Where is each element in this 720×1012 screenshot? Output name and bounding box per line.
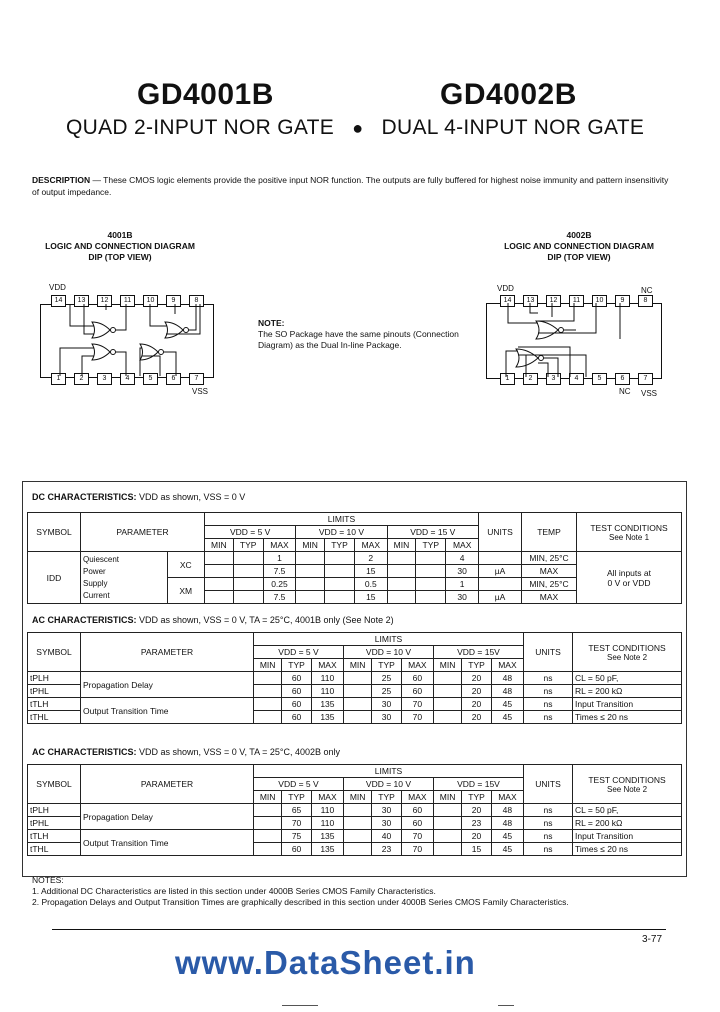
ac1-cell: 25 [372, 672, 402, 685]
part-number-4001b: GD4001B [137, 78, 274, 111]
ac2-test-condition: Times ≤ 20 ns [573, 843, 682, 856]
ac1-vdd15: VDD = 15V [433, 646, 523, 659]
note-label: NOTE: [258, 318, 285, 328]
ac1-cell: 60 [282, 698, 312, 711]
ac2-col-units: UNITS [524, 765, 573, 804]
dc-symbol: IDD [28, 552, 81, 604]
ac1-cell: 60 [282, 672, 312, 685]
ac1-units: ns [524, 698, 573, 711]
pin-diagram_4001-0: 14 [51, 295, 66, 307]
nc-label-top-4002b: NC [641, 286, 653, 295]
ac1-min: MIN [433, 659, 461, 672]
description-label: DESCRIPTION [32, 175, 91, 185]
notes [32, 875, 569, 908]
ac1-cell [433, 711, 461, 724]
ac2-heading-label: AC CHARACTERISTICS: [32, 747, 137, 757]
ac1-cell: 30 [372, 711, 402, 724]
dc-vdd10: VDD = 10 V [296, 526, 387, 539]
dc-xc: XC [167, 552, 204, 578]
dc-cell: MIN, 25°C [522, 552, 577, 565]
ac-characteristics-4001b-table [27, 632, 682, 724]
ac1-parameter: Output Transition Time [81, 698, 254, 724]
ac1-units: ns [524, 685, 573, 698]
dc-cell [296, 552, 325, 565]
ac1-col-symbol: SYMBOL [28, 633, 81, 672]
ac2-cell [343, 843, 371, 856]
ac2-heading [32, 747, 340, 757]
ac2-cell: 110 [311, 817, 343, 830]
ac2-test-condition: RL = 200 kΩ [573, 817, 682, 830]
note-1: 1. Additional DC Characteristics are listed in this section under 4000B Series CMOS Family Characteristics. [32, 886, 436, 896]
ac1-cell: 60 [282, 685, 312, 698]
dc-col-limits: LIMITS [204, 513, 478, 526]
ac1-cell [254, 685, 282, 698]
pin-diagram_4001-5: 6 [166, 373, 181, 385]
dc-param-line: Quiescent [83, 554, 120, 564]
table-row [28, 830, 682, 843]
ac2-cell: 23 [372, 843, 402, 856]
ac1-test-title: TEST CONDITIONS [588, 642, 666, 653]
ac2-col-symbol: SYMBOL [28, 765, 81, 804]
ac1-symbol: tPLH [28, 672, 81, 685]
dc-col-parameter: PARAMETER [81, 513, 205, 552]
dc-test-line: 0 V or VDD [607, 577, 651, 588]
vss-label-4002b: VSS [641, 389, 658, 398]
ac1-cell [343, 711, 371, 724]
ac1-min: MIN [254, 659, 282, 672]
subtitle [66, 116, 644, 140]
ac2-heading-conditions: VDD as shown, VSS = 0 V, TA = 25°C, 4002B only [136, 747, 341, 757]
pin-diagram_4002-0: 1 [500, 373, 515, 385]
dc-vdd5: VDD = 5 V [204, 526, 295, 539]
diagram-4002b-title [474, 230, 684, 263]
dc-cell: MAX [522, 565, 577, 578]
ac1-heading [32, 615, 394, 625]
dc-cell [324, 578, 354, 591]
ac1-cell: 45 [491, 711, 523, 724]
nc-label-bottom-4002b: NC [619, 387, 631, 396]
ac2-min: MIN [433, 791, 461, 804]
dc-characteristics-table [27, 512, 682, 604]
ac1-cell [343, 672, 371, 685]
ac1-test-condition: CL = 50 pF, [573, 672, 682, 685]
pin-diagram_4001-4: 5 [143, 373, 158, 385]
ac1-cell [254, 672, 282, 685]
ac2-units: ns [524, 830, 573, 843]
note-text: The SO Package have the same pinouts (Connection Diagram) as the Dual In-line Package. [258, 329, 459, 350]
ac-characteristics-4002b-table [27, 764, 682, 856]
ac2-cell: 70 [401, 830, 433, 843]
dc-param-line: Supply [83, 578, 108, 588]
ac1-cell: 48 [491, 672, 523, 685]
ac1-cell: 45 [491, 698, 523, 711]
dc-cell: 1 [263, 552, 296, 565]
ac2-test-condition: CL = 50 pF, [573, 804, 682, 817]
ac2-col-test [573, 765, 682, 804]
note-2: 2. Propagation Delays and Output Transition Times are graphically described in this section under 4000B Series CMOS Family Characteristics. [32, 897, 569, 907]
dc-cell [479, 552, 522, 565]
scan-mark [498, 1005, 514, 1006]
dc-test-line: All inputs at [607, 567, 651, 578]
dc-cell: 0.25 [263, 578, 296, 591]
dc-typ-15: TYP [416, 539, 446, 552]
ac2-cell: 60 [282, 843, 312, 856]
pin-diagram_4002-2: 12 [546, 295, 561, 307]
pin-diagram_4001-4: 10 [143, 295, 158, 307]
dc-cell: MAX [522, 591, 577, 604]
pin-diagram_4001-5: 9 [166, 295, 181, 307]
dc-cell [387, 591, 416, 604]
diagram-4001b-title [20, 230, 220, 263]
dc-heading-label: DC CHARACTERISTICS: [32, 492, 137, 502]
ac2-cell: 60 [401, 817, 433, 830]
ac1-cell [254, 711, 282, 724]
pin-diagram_4002-1: 2 [523, 373, 538, 385]
subtitle-4002b: DUAL 4-INPUT NOR GATE [381, 116, 645, 139]
ac1-parameter: Propagation Delay [81, 672, 254, 698]
dc-cell: 7.5 [263, 565, 296, 578]
dc-vdd15: VDD = 15 V [387, 526, 478, 539]
ac2-col-parameter: PARAMETER [81, 765, 254, 804]
scan-mark [282, 1005, 318, 1006]
ac2-cell [343, 804, 371, 817]
ac2-typ: TYP [282, 791, 312, 804]
ac2-typ: TYP [372, 791, 402, 804]
pin-diagram_4002-4: 5 [592, 373, 607, 385]
dc-cell [324, 565, 354, 578]
ac2-cell [433, 804, 461, 817]
ac1-vdd10: VDD = 10 V [343, 646, 433, 659]
ac2-parameter: Propagation Delay [81, 804, 254, 830]
ac2-cell: 30 [372, 804, 402, 817]
ac1-cell: 30 [372, 698, 402, 711]
ac2-test-title: TEST CONDITIONS [588, 774, 666, 785]
ac2-cell: 65 [282, 804, 312, 817]
pin-diagram_4001-3: 11 [120, 295, 135, 307]
diagram-4002b-line1: LOGIC AND CONNECTION DIAGRAM [504, 241, 654, 251]
ac1-cell [433, 698, 461, 711]
ac2-parameter: Output Transition Time [81, 830, 254, 856]
dc-min-10: MIN [296, 539, 325, 552]
dc-cell: MIN, 25°C [522, 578, 577, 591]
ac2-cell: 48 [491, 804, 523, 817]
ac2-typ: TYP [462, 791, 492, 804]
nor-gate-logic-4002b [486, 303, 660, 377]
ac2-cell: 110 [311, 804, 343, 817]
ac1-max: MAX [491, 659, 523, 672]
dc-xm: XM [167, 578, 204, 604]
ac2-cell: 23 [462, 817, 492, 830]
ac2-cell: 30 [372, 817, 402, 830]
ac1-typ: TYP [462, 659, 492, 672]
pin-diagram_4001-3: 4 [120, 373, 135, 385]
dc-cell: 2 [354, 552, 387, 565]
pin-diagram_4001-0: 1 [51, 373, 66, 385]
ac2-cell: 48 [491, 817, 523, 830]
ac2-cell [343, 817, 371, 830]
ac2-cell [433, 817, 461, 830]
ac2-units: ns [524, 804, 573, 817]
ac1-cell [254, 698, 282, 711]
dc-cell: 30 [446, 565, 479, 578]
ac1-cell [343, 685, 371, 698]
ac1-vdd5: VDD = 5 V [254, 646, 344, 659]
ac1-symbol: tPHL [28, 685, 81, 698]
part-number-4002b: GD4002B [440, 78, 577, 111]
dc-cell: 30 [446, 591, 479, 604]
dc-cell [479, 578, 522, 591]
ac1-cell: 48 [491, 685, 523, 698]
dc-max-5: MAX [263, 539, 296, 552]
dc-cell [233, 565, 263, 578]
table-row [28, 804, 682, 817]
ac2-units: ns [524, 817, 573, 830]
ac2-cell [433, 830, 461, 843]
ac2-cell: 20 [462, 830, 492, 843]
ac2-cell: 15 [462, 843, 492, 856]
ac2-max: MAX [401, 791, 433, 804]
diagram-4002b-line2: DIP (TOP VIEW) [547, 252, 611, 262]
ac1-cell: 20 [462, 685, 492, 698]
ac2-cell [433, 843, 461, 856]
vdd-label-4001b: VDD [49, 283, 66, 292]
footer-rule [52, 929, 666, 930]
ac2-cell: 135 [311, 843, 343, 856]
ac1-symbol: tTHL [28, 711, 81, 724]
ac1-test-condition: RL = 200 kΩ [573, 685, 682, 698]
ac2-cell [343, 830, 371, 843]
ac2-symbol: tPHL [28, 817, 81, 830]
ac2-max: MAX [311, 791, 343, 804]
ac2-vdd15: VDD = 15V [433, 778, 523, 791]
dc-min-5: MIN [204, 539, 233, 552]
dc-cell [233, 591, 263, 604]
ac1-cell: 20 [462, 711, 492, 724]
dc-min-15: MIN [387, 539, 416, 552]
dc-cell: 0.5 [354, 578, 387, 591]
dc-cell: 1 [446, 578, 479, 591]
ac2-cell: 70 [401, 843, 433, 856]
diagram-4001b-line2: DIP (TOP VIEW) [88, 252, 152, 262]
ac1-max: MAX [311, 659, 343, 672]
dc-cell [387, 578, 416, 591]
dc-test-title: TEST CONDITIONS [590, 522, 668, 533]
dc-test-conditions [577, 552, 682, 604]
dc-heading-conditions: VDD as shown, VSS = 0 V [136, 492, 246, 502]
pin-diagram_4002-1: 13 [523, 295, 538, 307]
pin-diagram_4002-6: 7 [638, 373, 653, 385]
ac2-units: ns [524, 843, 573, 856]
dc-test-note: See Note 1 [608, 532, 650, 542]
ac1-cell: 135 [311, 698, 343, 711]
diagram-4002b-part: 4002B [566, 230, 592, 240]
ac2-vdd5: VDD = 5 V [254, 778, 344, 791]
ac2-test-note: See Note 2 [606, 784, 648, 794]
table-row [28, 552, 682, 565]
dc-col-test [577, 513, 682, 552]
dc-cell [233, 552, 263, 565]
ac2-cell: 40 [372, 830, 402, 843]
ac1-symbol: tTLH [28, 698, 81, 711]
ac1-cell: 60 [401, 685, 433, 698]
pin-diagram_4001-2: 12 [97, 295, 112, 307]
ac1-heading-conditions: VDD as shown, VSS = 0 V, TA = 25°C, 4001B only (See Note 2) [136, 615, 394, 625]
dc-cell: 15 [354, 591, 387, 604]
diagram-4001b-line1: LOGIC AND CONNECTION DIAGRAM [45, 241, 195, 251]
ac1-cell: 70 [401, 698, 433, 711]
pin-diagram_4002-0: 14 [500, 295, 515, 307]
table-row [28, 698, 682, 711]
ac2-cell [254, 843, 282, 856]
dc-param-line: Current [83, 590, 110, 600]
ac1-heading-label: AC CHARACTERISTICS: [32, 615, 137, 625]
dc-heading [32, 492, 245, 502]
dc-cell [233, 578, 263, 591]
dc-cell [204, 591, 233, 604]
diagram-4001b-part: 4001B [107, 230, 133, 240]
ac1-units: ns [524, 711, 573, 724]
pin-diagram_4001-6: 8 [189, 295, 204, 307]
ac2-cell: 20 [462, 804, 492, 817]
dc-cell [204, 578, 233, 591]
description [32, 174, 672, 198]
ac1-col-test [573, 633, 682, 672]
pin-diagram_4002-3: 4 [569, 373, 584, 385]
ac1-typ: TYP [372, 659, 402, 672]
pin-diagram_4001-1: 2 [74, 373, 89, 385]
watermark: www.DataSheet.in [175, 944, 476, 981]
dc-typ-10: TYP [324, 539, 354, 552]
ac2-cell: 60 [401, 804, 433, 817]
package-note [258, 318, 463, 351]
subtitle-4001b: QUAD 2-INPUT NOR GATE [66, 116, 335, 139]
ac2-symbol: tTHL [28, 843, 81, 856]
dc-cell [324, 591, 354, 604]
pin-diagram_4002-4: 10 [592, 295, 607, 307]
ac1-cell [433, 672, 461, 685]
notes-label: NOTES: [32, 875, 64, 885]
dc-col-units: UNITS [479, 513, 522, 552]
dc-typ-5: TYP [233, 539, 263, 552]
vss-label-4001b: VSS [192, 387, 209, 396]
ac2-vdd10: VDD = 10 V [343, 778, 433, 791]
pin-diagram_4002-5: 6 [615, 373, 630, 385]
dc-cell [416, 565, 446, 578]
pin-diagram_4001-1: 13 [74, 295, 89, 307]
ac1-cell: 70 [401, 711, 433, 724]
ac1-cell [433, 685, 461, 698]
table-row [28, 672, 682, 685]
ac1-col-limits: LIMITS [254, 633, 524, 646]
pin-diagram_4002-3: 11 [569, 295, 584, 307]
ac1-cell: 110 [311, 685, 343, 698]
bullet-icon: ● [352, 118, 364, 138]
pin-diagram_4002-5: 9 [615, 295, 630, 307]
ac1-units: ns [524, 672, 573, 685]
dc-param-line: Power [83, 566, 106, 576]
dc-cell [296, 591, 325, 604]
ac1-col-units: UNITS [524, 633, 573, 672]
ac1-col-parameter: PARAMETER [81, 633, 254, 672]
dc-cell: 15 [354, 565, 387, 578]
ac1-cell: 110 [311, 672, 343, 685]
dc-cell [416, 591, 446, 604]
ac1-min: MIN [343, 659, 371, 672]
ac1-cell: 60 [282, 711, 312, 724]
ac2-symbol: tTLH [28, 830, 81, 843]
pin-diagram_4002-6: 8 [638, 295, 653, 307]
ac2-min: MIN [343, 791, 371, 804]
dc-cell [324, 552, 354, 565]
ac2-cell: 70 [282, 817, 312, 830]
ac2-cell: 45 [491, 830, 523, 843]
dc-col-temp: TEMP [522, 513, 577, 552]
dc-cell: 7.5 [263, 591, 296, 604]
ac1-cell: 20 [462, 698, 492, 711]
ac1-cell: 135 [311, 711, 343, 724]
dc-cell: µA [479, 591, 522, 604]
dc-cell [204, 552, 233, 565]
ac1-cell: 60 [401, 672, 433, 685]
pin-diagram_4001-6: 7 [189, 373, 204, 385]
ac1-test-condition: Input Transition [573, 698, 682, 711]
dc-cell [296, 578, 325, 591]
dc-cell [204, 565, 233, 578]
ac2-symbol: tPLH [28, 804, 81, 817]
description-text: — These CMOS logic elements provide the positive input NOR function. The outputs are fully buffered for highest noise immunity and pattern insensitivity of output impedance. [32, 175, 669, 197]
dc-max-15: MAX [446, 539, 479, 552]
nor-gate-logic-4001b [40, 304, 212, 376]
pin-diagram_4002-2: 3 [546, 373, 561, 385]
ac1-cell: 25 [372, 685, 402, 698]
dc-cell: µA [479, 565, 522, 578]
dc-cell [296, 565, 325, 578]
ac2-cell: 45 [491, 843, 523, 856]
ac2-cell [254, 830, 282, 843]
ac2-cell: 135 [311, 830, 343, 843]
dc-param [81, 552, 168, 604]
dc-cell [416, 552, 446, 565]
vdd-label-4002b: VDD [497, 284, 514, 293]
ac1-test-condition: Times ≤ 20 ns [573, 711, 682, 724]
ac2-min: MIN [254, 791, 282, 804]
ac2-max: MAX [491, 791, 523, 804]
ac2-test-condition: Input Transition [573, 830, 682, 843]
pin-diagram_4001-2: 3 [97, 373, 112, 385]
page-number: 3-77 [642, 934, 663, 945]
ac2-cell [254, 817, 282, 830]
ac2-col-limits: LIMITS [254, 765, 524, 778]
dc-cell [387, 565, 416, 578]
ac1-max: MAX [401, 659, 433, 672]
ac2-cell [254, 804, 282, 817]
ac1-test-note: See Note 2 [606, 652, 648, 662]
dc-col-symbol: SYMBOL [28, 513, 81, 552]
ac1-cell: 20 [462, 672, 492, 685]
dc-cell [416, 578, 446, 591]
dc-cell [387, 552, 416, 565]
dc-cell: 4 [446, 552, 479, 565]
ac1-typ: TYP [282, 659, 312, 672]
ac2-cell: 75 [282, 830, 312, 843]
ac1-cell [343, 698, 371, 711]
dc-max-10: MAX [354, 539, 387, 552]
